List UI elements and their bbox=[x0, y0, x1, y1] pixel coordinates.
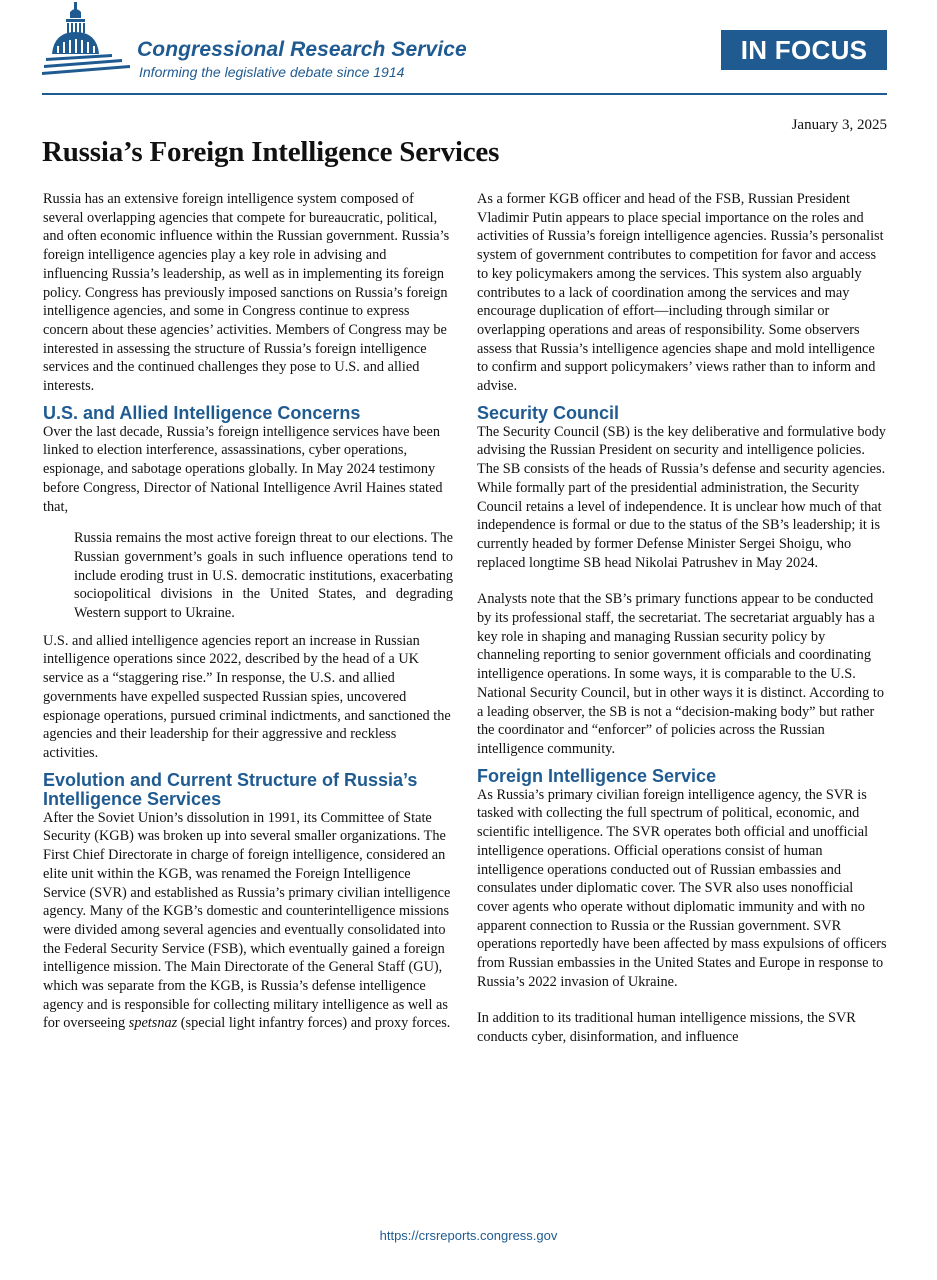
fis-paragraph-2: In addition to its traditional human intelligence missions, the SVR conducts cyber, disinformation, and influence bbox=[477, 1010, 856, 1046]
concerns-paragraph-2: U.S. and allied intelligence agencies report an increase in Russian intelligence operations since 2022, described by the head of a UK service as a “staggering rise.” In response, the U.S. and allied governments have expelled suspected Russian spies, uncovered espionage operations, pursued criminal indictments, and sanctioned the agencies and their leadership for their aggressive and reckless activities. bbox=[43, 632, 451, 761]
in-focus-badge: IN FOCUS bbox=[721, 30, 887, 70]
security-paragraph-1: The Security Council (SB) is the key deliberative and formulative body advising the Russian President on security and intelligence policies. The SB consists of the heads of Russia’s defense and security agencies. While formally part of the presidential administration, the Security Council retains a level of independence. It is unclear how much of that independence is formal or due to the status of the SB’s leadership; it is currently headed by former Defense Minister Sergei Shoigu, who replaced longtime SB head Nikolai Patrushev in May 2024. bbox=[477, 423, 886, 571]
header-divider bbox=[42, 93, 887, 95]
putin-paragraph: As a former KGB officer and head of the FSB, Russian President Vladimir Putin appears to place special importance on the roles and activities of Russia’s foreign intelligence agencies. Russia’s personalist system of government contributes to competition for favor and access to key policymakers among the services. This system also arguably contributes to a lack of coordination among the services and may encourage duplication of effort—including through similar or overlapping operations and areas of responsibility. Some observers assess that Russia’s intelligence agencies shape and mold intelligence to confirm and support policymakers’ views rather than to inform and advise. bbox=[477, 191, 884, 395]
section-heading-security-council: Security Council bbox=[477, 402, 620, 423]
security-paragraph-2: Analysts note that the SB’s primary functions appear to be conducted by its professional staff, the secretariat. The secretariat arguably has a key role in shaping and managing Russian security policy by channeling reporting to senior government officials and coordinating intelligence operations. In some ways, it is comparable to the U.S. National Security Council, but in other ways it is distinct. According to a leading observer, the SB is not a “decision-making body” but rather the coordinator and “enforcer” of policies across the Russian intelligence community. bbox=[477, 591, 885, 757]
evolution-text-before: After the Soviet Union’s dissolution in 1991, its Committee of State Security (KGB) was broken up into several smaller organizations. The First Chief Directorate in charge of foreign intelligence, considered an elite unit within the KGB, was renamed the Foreign Intelligence Service (SVR) and established as Russia’s primary civilian intelligence agency. Many of the KGB’s domestic and counterintelligence missions were divided among several agencies and eventually consolidated into the Federal Security Service (FSB), which eventually gained a foreign intelligence mission. The Main Directorate of the General Staff (GU), which was separate from the KGB, is Russia’s defense intelligence agency and is responsible for collecting military intelligence as well as for overseeing bbox=[43, 809, 451, 1032]
page-title: Russia’s Foreign Intelligence Services bbox=[42, 136, 500, 168]
block-quote: Russia remains the most active foreign threat to our elections. The Russian government’s goals in such influence operations tend to include eroding trust in U.S. democratic institutions, exacerbating sociopolitical divisions in the United States, and degrading Western support to Ukraine. bbox=[74, 530, 453, 622]
right-column bbox=[477, 190, 887, 1047]
fis-paragraph-1: As Russia’s primary civilian foreign intelligence agency, the SVR is tasked with collecting the full spectrum of political, economic, and scientific intelligence. The SVR operates both official and unofficial intelligence operations. Official operations consist of human intelligence operations conducted out of Russian embassies and consulates under diplomatic cover. The SVR also uses nonofficial cover agents who operate without diplomatic immunity and with no apparent connection to Russia or the Russian government. SVR operations reportedly have been affected by mass expulsions of officers from Russian embassies in the United States and Europe in response to Russia’s 2022 invasion of Ukraine. bbox=[477, 786, 887, 990]
intro-paragraph: Russia has an extensive foreign intelligence system composed of several overlapping agencies that compete for bureaucratic, political, and often economic influence within the Russian government. Russia’s foreign intelligence agencies play a key role in advising and influencing Russia’s leadership, as well as in implementing its foreign policy. Congress has previously imposed sanctions on Russia’s foreign intelligence agencies, and some in Congress continue to express concern about these agencies’ activities. Members of Congress may be interested in assessing the structure of Russia’s foreign intelligence services and the continued challenges they pose to U.S. and allied interests. bbox=[43, 191, 450, 395]
section-heading-foreign-intelligence: Foreign Intelligence Service bbox=[477, 765, 717, 786]
capitol-dome-logo-icon bbox=[42, 2, 132, 82]
section-heading-evolution: Evolution and Current Structure of Russia’s Intelligence Services bbox=[43, 769, 418, 809]
footer-url-link[interactable]: https://crsreports.congress.gov bbox=[379, 1228, 558, 1243]
concerns-paragraph-1: Over the last decade, Russia’s foreign intelligence services have been linked to election interference, assassinations, cyber operations, espionage, and sabotage operations globally. In May 2024 testimony before Congress, Director of National Intelligence Avril Haines stated that, bbox=[43, 423, 443, 515]
org-name: Congressional Research Service bbox=[137, 38, 467, 61]
org-tagline: Informing the legislative debate since 1914 bbox=[139, 64, 405, 80]
evolution-paragraph bbox=[43, 809, 453, 1033]
header bbox=[42, 0, 887, 95]
left-column bbox=[43, 190, 453, 1033]
publication-date: January 3, 2025 bbox=[791, 117, 887, 133]
evolution-text-after: (special light infantry forces) and proxy forces. bbox=[177, 1015, 451, 1032]
evolution-text-italic: spetsnaz bbox=[128, 1015, 178, 1032]
section-heading-concerns: U.S. and Allied Intelligence Concerns bbox=[43, 402, 361, 423]
